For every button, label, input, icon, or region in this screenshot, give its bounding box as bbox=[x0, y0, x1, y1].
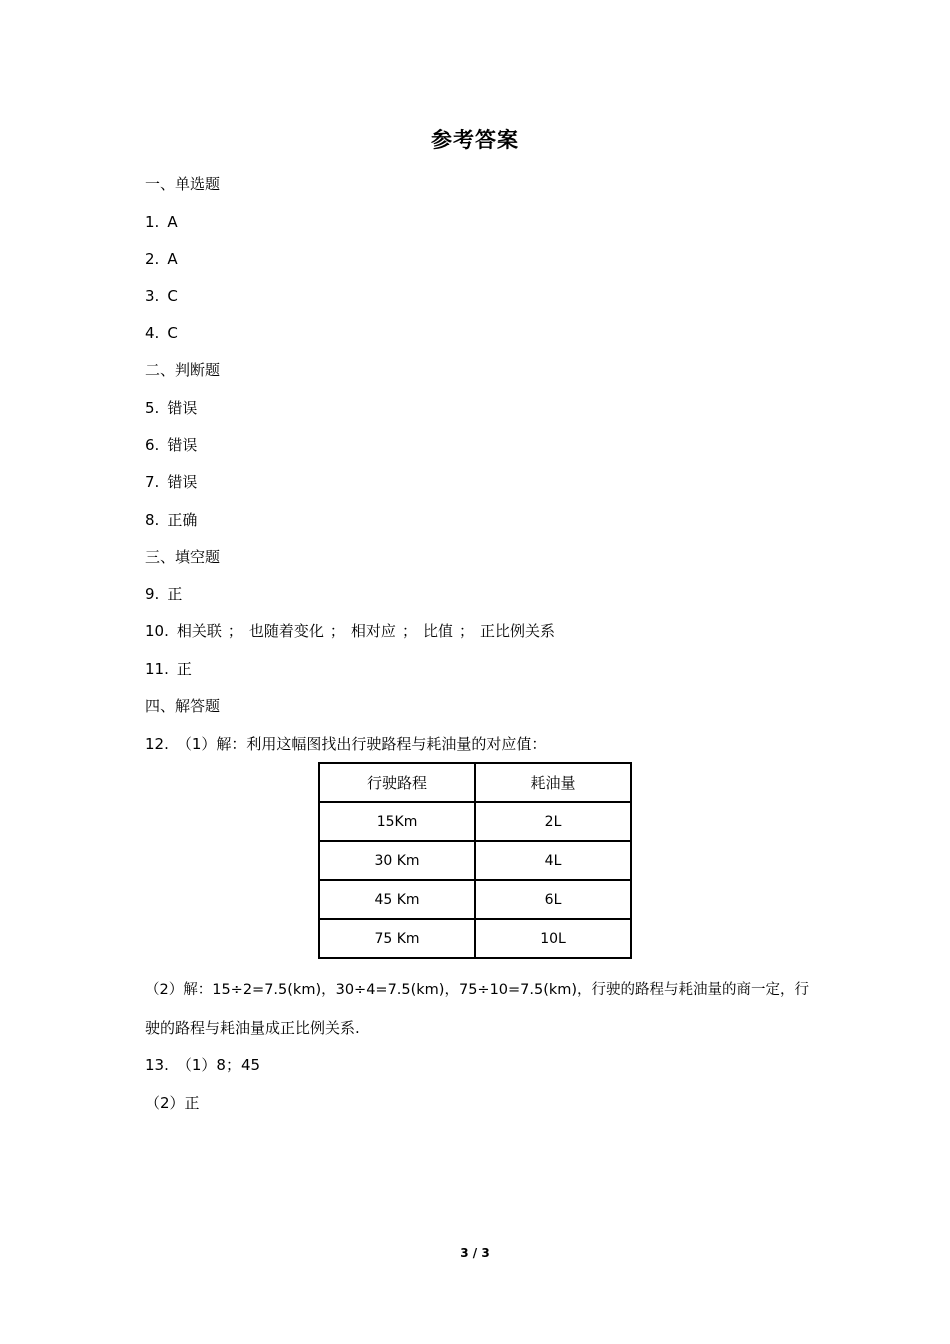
section-heading-true-false: 二、判断题 bbox=[145, 361, 221, 379]
question-number: 1. bbox=[145, 213, 160, 231]
table-row bbox=[319, 880, 631, 919]
section-heading-fill-blank: 三、填空题 bbox=[145, 548, 221, 566]
table-header-row bbox=[319, 763, 631, 802]
question-number: 8. bbox=[145, 511, 160, 529]
answer-line bbox=[145, 510, 197, 530]
answer-text: A bbox=[167, 250, 178, 268]
table-header-cell: 耗油量 bbox=[475, 763, 631, 802]
table-row bbox=[319, 802, 631, 841]
answer-line-q13-part1 bbox=[145, 1055, 260, 1075]
answer-text: 错误 bbox=[167, 436, 198, 454]
question-number: 2. bbox=[145, 250, 160, 268]
question-number: 11. bbox=[145, 660, 169, 678]
answer-part: 相对应 bbox=[350, 622, 396, 640]
question-number: 4. bbox=[145, 324, 160, 342]
question-number: 3. bbox=[145, 287, 160, 305]
answer-line bbox=[145, 659, 192, 679]
question-number: 10. bbox=[145, 622, 169, 640]
page-number: 3 / 3 bbox=[460, 1246, 490, 1260]
table-row bbox=[319, 841, 631, 880]
question-number: 9. bbox=[145, 585, 160, 603]
table-cell: 10L bbox=[475, 919, 631, 958]
table-cell: 75 Km bbox=[319, 919, 475, 958]
table-header-cell: 行驶路程 bbox=[319, 763, 475, 802]
question-number: 13. bbox=[145, 1056, 169, 1074]
table-cell: 4L bbox=[475, 841, 631, 880]
page-title: 参考答案 bbox=[431, 128, 519, 152]
answer-part: 正比例关系 bbox=[479, 622, 555, 640]
answer-line bbox=[145, 435, 197, 455]
distance-fuel-table bbox=[318, 762, 632, 959]
table-cell: 15Km bbox=[319, 802, 475, 841]
answer-line-q13-part2: （2）正 bbox=[145, 1094, 200, 1112]
answer-text: C bbox=[167, 324, 178, 342]
table-cell: 30 Km bbox=[319, 841, 475, 880]
question-number: 6. bbox=[145, 436, 160, 454]
answer-text: 正 bbox=[176, 660, 192, 678]
table-row bbox=[319, 919, 631, 958]
answer-line-q12-part2: （2）解：15÷2=7.5(km)，30÷4=7.5(km)，75÷10=7.5(km)，行驶的路程与耗油量的商一定，行 bbox=[145, 982, 810, 998]
answer-text: 正确 bbox=[167, 511, 198, 529]
answer-text: 错误 bbox=[167, 473, 198, 491]
section-heading-single-choice: 一、单选题 bbox=[145, 175, 221, 193]
table-cell: 6L bbox=[475, 880, 631, 919]
answer-part: 比值 bbox=[422, 622, 453, 640]
answer-text: （1）8；45 bbox=[176, 1056, 261, 1074]
question-number: 5. bbox=[145, 399, 160, 417]
table-cell: 2L bbox=[475, 802, 631, 841]
answer-line bbox=[145, 398, 197, 418]
answer-text: 错误 bbox=[167, 399, 198, 417]
answer-line bbox=[145, 323, 178, 343]
answer-line bbox=[145, 286, 178, 306]
answer-line bbox=[145, 249, 178, 269]
answer-line-q10: 10. 相关联 ； 也随着变化 ； 相对应 ； 比值 ； 正比例关系 bbox=[145, 622, 555, 640]
answer-text: A bbox=[167, 213, 178, 231]
table-cell: 45 Km bbox=[319, 880, 475, 919]
question-number: 7. bbox=[145, 473, 160, 491]
section-heading-solutions: 四、解答题 bbox=[145, 697, 221, 715]
answer-line-q12-part1 bbox=[145, 734, 546, 754]
answer-text: C bbox=[167, 287, 178, 305]
question-number: 12. bbox=[145, 735, 169, 753]
answer-line-q12-part2-cont: 驶的路程与耗油量成正比例关系. bbox=[145, 1019, 360, 1037]
answer-part: 相关联 bbox=[176, 622, 222, 640]
answer-text: （1）解：利用这幅图找出行驶路程与耗油量的对应值： bbox=[176, 735, 547, 753]
answer-part: 也随着变化 bbox=[248, 622, 324, 640]
answer-line bbox=[145, 584, 182, 604]
answer-line bbox=[145, 472, 197, 492]
answer-line bbox=[145, 212, 178, 232]
answer-text: 正 bbox=[167, 585, 183, 603]
